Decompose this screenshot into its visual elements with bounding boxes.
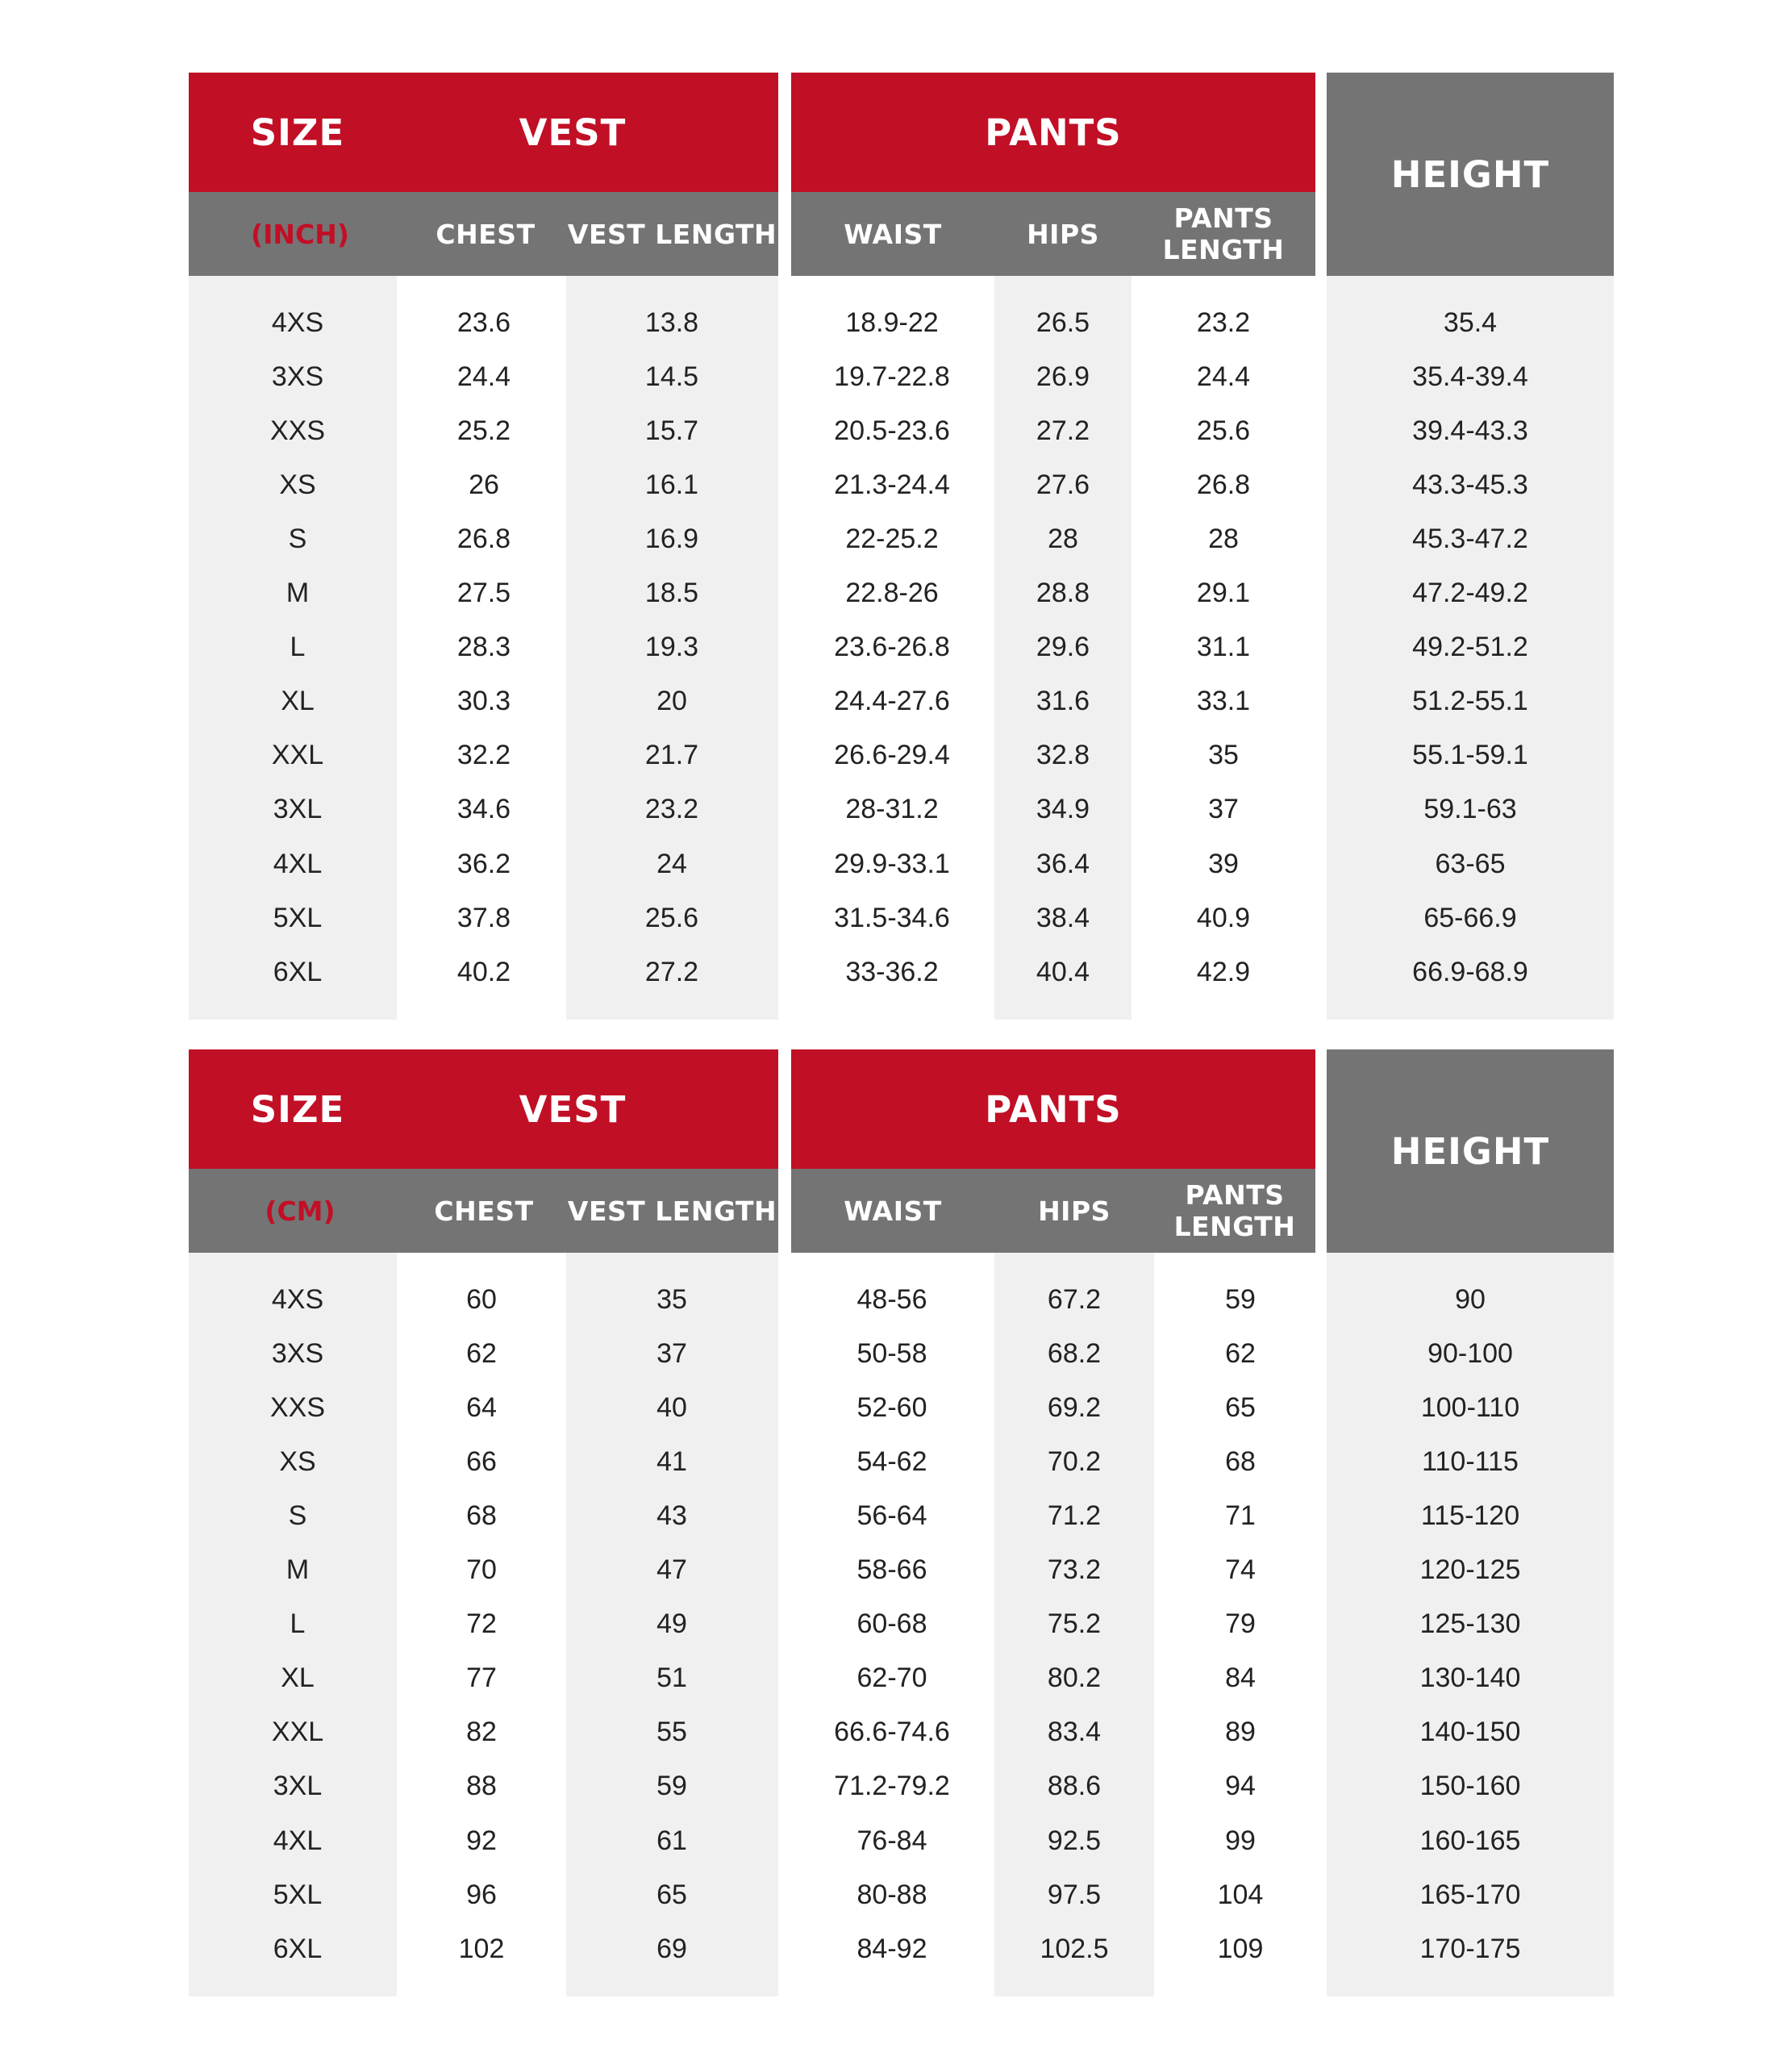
chest-cell: 25.2 bbox=[456, 415, 511, 446]
hips-cell: 31.6 bbox=[1036, 686, 1090, 717]
height-header: HEIGHT bbox=[1390, 1129, 1550, 1173]
height-cell: 66.9-68.9 bbox=[1412, 956, 1528, 987]
chest-cell: 37.8 bbox=[456, 902, 511, 933]
waist-cell: 22-25.2 bbox=[845, 523, 939, 554]
vest-length-cell: 13.8 bbox=[644, 307, 699, 338]
chest-cell: 96 bbox=[466, 1879, 497, 1910]
waist-cell: 18.9-22 bbox=[845, 307, 939, 338]
chest-cell: 28.3 bbox=[456, 632, 511, 663]
vest-header: VEST bbox=[519, 1087, 627, 1131]
chest-cell: 34.6 bbox=[456, 794, 511, 825]
hips-cell: 97.5 bbox=[1047, 1879, 1102, 1910]
size-cell: XXL bbox=[271, 740, 324, 771]
size-cell: XXL bbox=[271, 1717, 324, 1748]
pants-length-line1: PANTS bbox=[1173, 202, 1273, 234]
chest-subheader: CHEST bbox=[435, 218, 536, 250]
vest-length-cell: 35 bbox=[656, 1283, 687, 1315]
waist-cell: 19.7-22.8 bbox=[834, 361, 950, 392]
pants-length-cell: 99 bbox=[1225, 1825, 1256, 1856]
waist-cell: 33-36.2 bbox=[845, 956, 939, 987]
chest-cell: 27.5 bbox=[456, 578, 511, 608]
hips-cell: 69.2 bbox=[1047, 1391, 1102, 1423]
vest-length-subheader: VEST LENGTH bbox=[567, 218, 777, 250]
hips-cell: 67.2 bbox=[1047, 1283, 1102, 1315]
hips-cell: 28 bbox=[1048, 523, 1078, 554]
pants-length-cell: 39 bbox=[1208, 848, 1239, 879]
height-cell: 49.2-51.2 bbox=[1412, 632, 1528, 663]
waist-cell: 24.4-27.6 bbox=[834, 686, 950, 717]
height-cell: 35.4 bbox=[1443, 307, 1498, 338]
size-header: SIZE bbox=[250, 1087, 345, 1131]
pants-length-cell: 109 bbox=[1217, 1933, 1264, 1964]
height-cell: 150-160 bbox=[1419, 1771, 1521, 1802]
vest-length-cell: 69 bbox=[656, 1933, 687, 1964]
hips-cell: 29.6 bbox=[1036, 632, 1090, 663]
chest-cell: 36.2 bbox=[456, 848, 511, 879]
size-cell: S bbox=[288, 523, 307, 554]
pants-length-cell: 84 bbox=[1225, 1662, 1256, 1694]
vest-length-subheader: VEST LENGTH bbox=[567, 1195, 777, 1227]
vest-length-cell: 47 bbox=[656, 1554, 687, 1585]
height-cell: 63-65 bbox=[1435, 848, 1506, 879]
hips-cell: 26.5 bbox=[1036, 307, 1090, 338]
chest-cell: 26 bbox=[469, 469, 499, 500]
pants-length-line2: LENGTH bbox=[1173, 1211, 1296, 1242]
size-cell: 3XL bbox=[273, 1771, 323, 1802]
hips-cell: 27.2 bbox=[1036, 415, 1090, 446]
vest-length-cell: 59 bbox=[656, 1771, 687, 1802]
pants-length-subheader bbox=[1154, 1169, 1315, 1253]
pants-length-cell: 37 bbox=[1208, 794, 1239, 825]
hips-cell: 83.4 bbox=[1047, 1717, 1102, 1748]
waist-cell: 22.8-26 bbox=[845, 578, 939, 608]
hips-subheader: HIPS bbox=[1038, 1195, 1111, 1227]
size-cell: 4XS bbox=[271, 1283, 324, 1315]
pants-header: PANTS bbox=[985, 1087, 1122, 1131]
waist-cell: 28-31.2 bbox=[845, 794, 939, 825]
vest-length-cell: 27.2 bbox=[644, 956, 699, 987]
hips-cell: 40.4 bbox=[1036, 956, 1090, 987]
hips-subheader: HIPS bbox=[1027, 218, 1099, 250]
waist-cell: 58-66 bbox=[856, 1554, 927, 1585]
chest-cell: 70 bbox=[466, 1554, 497, 1585]
size-cell: XS bbox=[279, 469, 316, 500]
chest-cell: 72 bbox=[466, 1608, 497, 1640]
size-cell: M bbox=[285, 1554, 310, 1585]
vest-length-cell: 16.1 bbox=[644, 469, 699, 500]
hips-cell: 28.8 bbox=[1036, 578, 1090, 608]
height-cell: 51.2-55.1 bbox=[1412, 686, 1528, 717]
vest-length-cell: 65 bbox=[656, 1879, 687, 1910]
pants-length-cell: 33.1 bbox=[1196, 686, 1251, 717]
size-cell: 4XL bbox=[273, 848, 323, 879]
hips-cell: 102.5 bbox=[1040, 1933, 1109, 1964]
vest-length-cell: 14.5 bbox=[644, 361, 699, 392]
height-cell: 65-66.9 bbox=[1423, 902, 1517, 933]
size-cell: L bbox=[290, 1608, 306, 1640]
vest-length-cell: 19.3 bbox=[644, 632, 699, 663]
pants-length-line1: PANTS bbox=[1185, 1179, 1285, 1211]
unit-label: (INCH) bbox=[251, 218, 349, 250]
size-cell: XL bbox=[281, 686, 315, 717]
waist-cell: 80-88 bbox=[856, 1879, 927, 1910]
hips-cell: 34.9 bbox=[1036, 794, 1090, 825]
height-header: HEIGHT bbox=[1390, 152, 1550, 196]
chest-cell: 92 bbox=[466, 1825, 497, 1856]
height-cell: 170-175 bbox=[1419, 1933, 1521, 1964]
pants-length-cell: 94 bbox=[1225, 1771, 1256, 1802]
height-cell: 165-170 bbox=[1419, 1879, 1521, 1910]
height-cell: 90-100 bbox=[1427, 1337, 1513, 1369]
pants-length-cell: 29.1 bbox=[1196, 578, 1251, 608]
height-cell: 43.3-45.3 bbox=[1412, 469, 1528, 500]
pants-length-cell: 79 bbox=[1225, 1608, 1256, 1640]
waist-cell: 29.9-33.1 bbox=[834, 848, 950, 879]
pants-length-cell: 26.8 bbox=[1196, 469, 1251, 500]
size-cell: XXS bbox=[269, 415, 326, 446]
waist-cell: 26.6-29.4 bbox=[834, 740, 950, 771]
vest-length-cell: 40 bbox=[656, 1391, 687, 1423]
chest-cell: 102 bbox=[458, 1933, 505, 1964]
size-cell: M bbox=[285, 578, 310, 608]
height-cell: 130-140 bbox=[1419, 1662, 1521, 1694]
hips-cell: 26.9 bbox=[1036, 361, 1090, 392]
waist-cell: 54-62 bbox=[856, 1446, 927, 1477]
pants-length-cell: 28 bbox=[1208, 523, 1239, 554]
height-cell: 120-125 bbox=[1419, 1554, 1521, 1585]
vest-header: VEST bbox=[519, 111, 627, 154]
chest-cell: 82 bbox=[466, 1717, 497, 1748]
waist-cell: 21.3-24.4 bbox=[834, 469, 950, 500]
pants-length-cell: 40.9 bbox=[1196, 902, 1251, 933]
chest-subheader: CHEST bbox=[434, 1195, 534, 1227]
pants-length-cell: 59 bbox=[1225, 1283, 1256, 1315]
hips-cell: 75.2 bbox=[1047, 1608, 1102, 1640]
hips-cell: 38.4 bbox=[1036, 902, 1090, 933]
pants-length-cell: 23.2 bbox=[1196, 307, 1251, 338]
waist-cell: 60-68 bbox=[856, 1608, 927, 1640]
size-cell: S bbox=[288, 1500, 307, 1531]
hips-cell: 32.8 bbox=[1036, 740, 1090, 771]
waist-cell: 50-58 bbox=[856, 1337, 927, 1369]
vest-length-cell: 20 bbox=[656, 686, 687, 717]
waist-cell: 62-70 bbox=[856, 1662, 927, 1694]
size-cell: 3XL bbox=[273, 794, 323, 825]
hips-cell: 92.5 bbox=[1047, 1825, 1102, 1856]
chest-cell: 32.2 bbox=[456, 740, 511, 771]
vest-length-cell: 24 bbox=[656, 848, 687, 879]
hips-cell: 27.6 bbox=[1036, 469, 1090, 500]
pants-length-line2: LENGTH bbox=[1162, 234, 1285, 265]
waist-cell: 56-64 bbox=[856, 1500, 927, 1531]
vest-length-cell: 23.2 bbox=[644, 794, 699, 825]
waist-cell: 71.2-79.2 bbox=[834, 1771, 950, 1802]
height-cell: 59.1-63 bbox=[1423, 794, 1517, 825]
height-cell: 100-110 bbox=[1420, 1391, 1520, 1423]
size-header: SIZE bbox=[250, 111, 345, 154]
size-cell: 4XL bbox=[273, 1825, 323, 1856]
chest-cell: 77 bbox=[466, 1662, 497, 1694]
pants-length-cell: 35 bbox=[1208, 740, 1239, 771]
waist-subheader: WAIST bbox=[844, 1195, 942, 1227]
pants-header: PANTS bbox=[985, 111, 1122, 154]
vest-length-cell: 18.5 bbox=[644, 578, 699, 608]
waist-cell: 52-60 bbox=[856, 1391, 927, 1423]
vest-length-cell: 41 bbox=[656, 1446, 687, 1477]
height-cell: 160-165 bbox=[1419, 1825, 1521, 1856]
size-cell: XXS bbox=[269, 1391, 326, 1423]
height-cell: 35.4-39.4 bbox=[1412, 361, 1528, 392]
waist-cell: 20.5-23.6 bbox=[834, 415, 950, 446]
hips-cell: 80.2 bbox=[1047, 1662, 1102, 1694]
height-cell: 45.3-47.2 bbox=[1412, 523, 1528, 554]
pants-length-cell: 24.4 bbox=[1196, 361, 1251, 392]
height-cell: 47.2-49.2 bbox=[1412, 578, 1528, 608]
height-cell: 39.4-43.3 bbox=[1412, 415, 1528, 446]
pants-length-cell: 104 bbox=[1217, 1879, 1264, 1910]
vest-length-cell: 55 bbox=[656, 1717, 687, 1748]
vest-length-cell: 25.6 bbox=[644, 902, 699, 933]
pants-length-cell: 89 bbox=[1225, 1717, 1256, 1748]
waist-subheader: WAIST bbox=[844, 218, 942, 250]
pants-length-cell: 25.6 bbox=[1196, 415, 1251, 446]
size-cell: 5XL bbox=[273, 1879, 323, 1910]
pants-length-cell: 68 bbox=[1225, 1446, 1256, 1477]
waist-cell: 23.6-26.8 bbox=[834, 632, 950, 663]
pants-length-cell: 62 bbox=[1225, 1337, 1256, 1369]
waist-cell: 84-92 bbox=[856, 1933, 927, 1964]
unit-label: (CM) bbox=[265, 1195, 335, 1227]
vest-length-cell: 15.7 bbox=[644, 415, 699, 446]
pants-length-cell: 65 bbox=[1225, 1391, 1256, 1423]
chest-cell: 26.8 bbox=[456, 523, 511, 554]
hips-cell: 71.2 bbox=[1047, 1500, 1102, 1531]
size-cell: 3XS bbox=[271, 1337, 324, 1369]
chest-cell: 24.4 bbox=[456, 361, 511, 392]
vest-length-cell: 43 bbox=[656, 1500, 687, 1531]
size-chart-inch bbox=[0, 0, 1792, 1032]
height-cell: 140-150 bbox=[1419, 1717, 1521, 1748]
hips-cell: 88.6 bbox=[1047, 1771, 1102, 1802]
vest-length-cell: 37 bbox=[656, 1337, 687, 1369]
vest-length-cell: 61 bbox=[656, 1825, 687, 1856]
size-cell: 4XS bbox=[271, 307, 324, 338]
size-cell: 5XL bbox=[273, 902, 323, 933]
hips-cell: 68.2 bbox=[1047, 1337, 1102, 1369]
chest-cell: 62 bbox=[466, 1337, 497, 1369]
waist-cell: 31.5-34.6 bbox=[834, 902, 950, 933]
chest-cell: 60 bbox=[466, 1283, 497, 1315]
vest-length-cell: 49 bbox=[656, 1608, 687, 1640]
vest-length-cell: 51 bbox=[656, 1662, 687, 1694]
size-cell: 6XL bbox=[273, 1933, 323, 1964]
waist-cell: 48-56 bbox=[856, 1283, 927, 1315]
height-cell: 90 bbox=[1455, 1283, 1486, 1315]
chest-cell: 30.3 bbox=[456, 686, 511, 717]
pants-length-cell: 71 bbox=[1225, 1500, 1256, 1531]
chest-cell: 40.2 bbox=[456, 956, 511, 987]
waist-cell: 76-84 bbox=[856, 1825, 927, 1856]
hips-cell: 70.2 bbox=[1047, 1446, 1102, 1477]
chest-cell: 23.6 bbox=[456, 307, 511, 338]
pants-length-cell: 74 bbox=[1225, 1554, 1256, 1585]
height-cell: 110-115 bbox=[1422, 1446, 1519, 1477]
height-cell: 125-130 bbox=[1419, 1608, 1521, 1640]
size-cell: 3XS bbox=[271, 361, 324, 392]
hips-cell: 36.4 bbox=[1036, 848, 1090, 879]
pants-length-subheader bbox=[1131, 192, 1315, 276]
vest-length-cell: 16.9 bbox=[644, 523, 699, 554]
pants-length-cell: 42.9 bbox=[1196, 956, 1251, 987]
chest-cell: 68 bbox=[466, 1500, 497, 1531]
size-cell: XL bbox=[281, 1662, 315, 1694]
height-cell: 55.1-59.1 bbox=[1412, 740, 1528, 771]
size-cell: 6XL bbox=[273, 956, 323, 987]
hips-cell: 73.2 bbox=[1047, 1554, 1102, 1585]
waist-cell: 66.6-74.6 bbox=[834, 1717, 950, 1748]
size-cell: L bbox=[290, 632, 306, 663]
pants-length-cell: 31.1 bbox=[1196, 632, 1251, 663]
chest-cell: 64 bbox=[466, 1391, 497, 1423]
size-cell: XS bbox=[279, 1446, 316, 1477]
chest-cell: 88 bbox=[466, 1771, 497, 1802]
size-chart-cm bbox=[0, 977, 1792, 2025]
height-cell: 115-120 bbox=[1420, 1500, 1520, 1531]
vest-length-cell: 21.7 bbox=[644, 740, 699, 771]
chest-cell: 66 bbox=[466, 1446, 497, 1477]
